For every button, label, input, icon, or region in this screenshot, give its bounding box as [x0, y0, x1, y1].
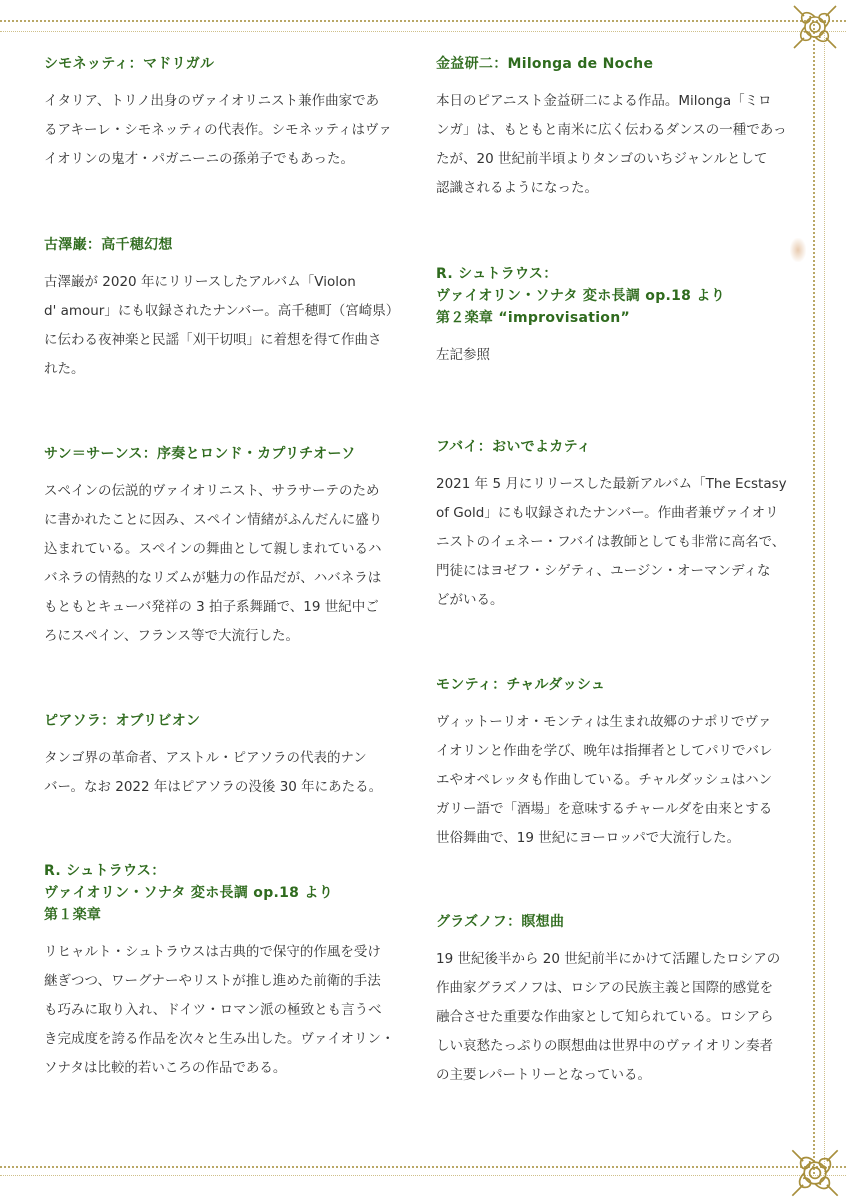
- paper-stain: [790, 238, 806, 262]
- piece-section: [44, 443, 414, 651]
- piece-description: スペインの伝説的ヴァイオリニスト、サラサーテのため に書かれたことに因み、スペイン情緒がふんだんに盛り 込まれている。スペインの舞曲として親しまれているハ バネラの情熱的なリズムが魅力の作品だが、ハバネラは もともとキューバ発祥の 3 拍子系舞踊で、19 世紀中ご ろにスペイン、フランス等で大流行した。: [44, 483, 383, 644]
- piece-description: 19 世紀後半から 20 世紀前半にかけて活躍したロシアの 作曲家グラズノフは、ロシアの民族主義と国際的感覚を 融合させた重要な作曲家として知られている。ロシアら しい哀愁たっぷりの瞑想曲は世界中のヴァイオリン奏者 の主要レパートリーとなっている。: [436, 951, 781, 1083]
- piece-section: [436, 911, 806, 1090]
- piece-section: [44, 860, 414, 1083]
- frame-top-border: [0, 20, 846, 32]
- piece-heading: R. シュトラウス： ヴァイオリン・ソナタ 変ホ長調 op.18 より 第２楽章 “improvisation”: [436, 266, 726, 326]
- frame-right-border: [813, 24, 825, 1174]
- piece-description: 本日のピアニスト金益研二による作品。Milonga「ミロ ンガ」は、もともと南米に広く伝わるダンスの一種であっ たが、20 世紀前半頃よりタンゴのいちジャンルとして 認識されるようになった。: [436, 93, 787, 196]
- piece-section: [436, 263, 806, 370]
- piece-heading: ピアソラ：オブリビオン: [44, 713, 201, 729]
- piece-section: [436, 436, 806, 615]
- piece-description: 古澤巌が 2020 年にリリースしたアルバム「Violon d' amour」にも収録されたナンバー。高千穂町（宮崎県） に伝わる夜神楽と民謡「刈干切唄」に着想を得て作曲さ れた。: [44, 274, 400, 377]
- piece-heading: フバイ：おいでよカティ: [436, 439, 592, 455]
- piece-section: [44, 710, 414, 802]
- piece-description: 左記参照: [436, 347, 490, 363]
- piece-heading: モンティ：チャルダッシュ: [436, 677, 606, 693]
- flourish-ornament-icon: [788, 1146, 842, 1200]
- piece-description: リヒャルト・シュトラウスは古典的で保守的作風を受け 継ぎつつ、ワーグナーやリストが推し進めた前衛的手法 も巧みに取り入れ、ドイツ・ロマン派の極致とも言うべ き完成度を誇る作品を次々と生み出した。ヴァイオリン・ ソナタは比較的若いころの作品である。: [44, 944, 395, 1076]
- piece-section: [436, 674, 806, 853]
- piece-section: [44, 53, 414, 174]
- flourish-ornament-icon: [790, 2, 840, 52]
- piece-description: タンゴ界の革命者、アストル・ピアソラの代表的ナン バー。なお 2022 年はピアソラの没後 30 年にあたる。: [44, 750, 383, 795]
- piece-description: イタリア、トリノ出身のヴァイオリニスト兼作曲家であ るアキーレ・シモネッティの代表作。シモネッティはヴァ イオリンの鬼才・パガニーニの孫弟子でもあった。: [44, 93, 392, 167]
- piece-section: [436, 53, 806, 203]
- piece-heading: 古澤巌：高千穂幻想: [44, 237, 173, 253]
- piece-heading: サン＝サーンス：序奏とロンド・カプリチオーソ: [44, 446, 356, 462]
- piece-heading: R. シュトラウス： ヴァイオリン・ソナタ 変ホ長調 op.18 より 第１楽章: [44, 863, 334, 923]
- piece-description: ヴィットーリオ・モンティは生まれ故郷のナポリでヴァ イオリンと作曲を学び、晩年は指揮者としてパリでバレ エやオペレッタも作曲している。チャルダッシュはハン ガリー語で「酒場」を意味するチャールダを由来とする 世俗舞曲で、19 世紀にヨーロッパで大流行した。: [436, 714, 773, 846]
- frame-bottom-border: [0, 1166, 846, 1176]
- piece-heading: シモネッティ：マドリガル: [44, 56, 215, 72]
- piece-section: [44, 234, 414, 384]
- piece-heading: 金益研二：Milonga de Noche: [436, 56, 654, 72]
- piece-heading: グラズノフ：瞑想曲: [436, 914, 565, 930]
- piece-description: 2021 年 5 月にリリースした最新アルバム「The Ecstasy of Gold」にも収録されたナンバー。作曲者兼ヴァイオリ ニストのイェネー・フバイは教師としても非常に高名で、 門徒にはヨゼフ・シゲティ、ユージン・オーマンディな どがいる。: [436, 476, 787, 608]
